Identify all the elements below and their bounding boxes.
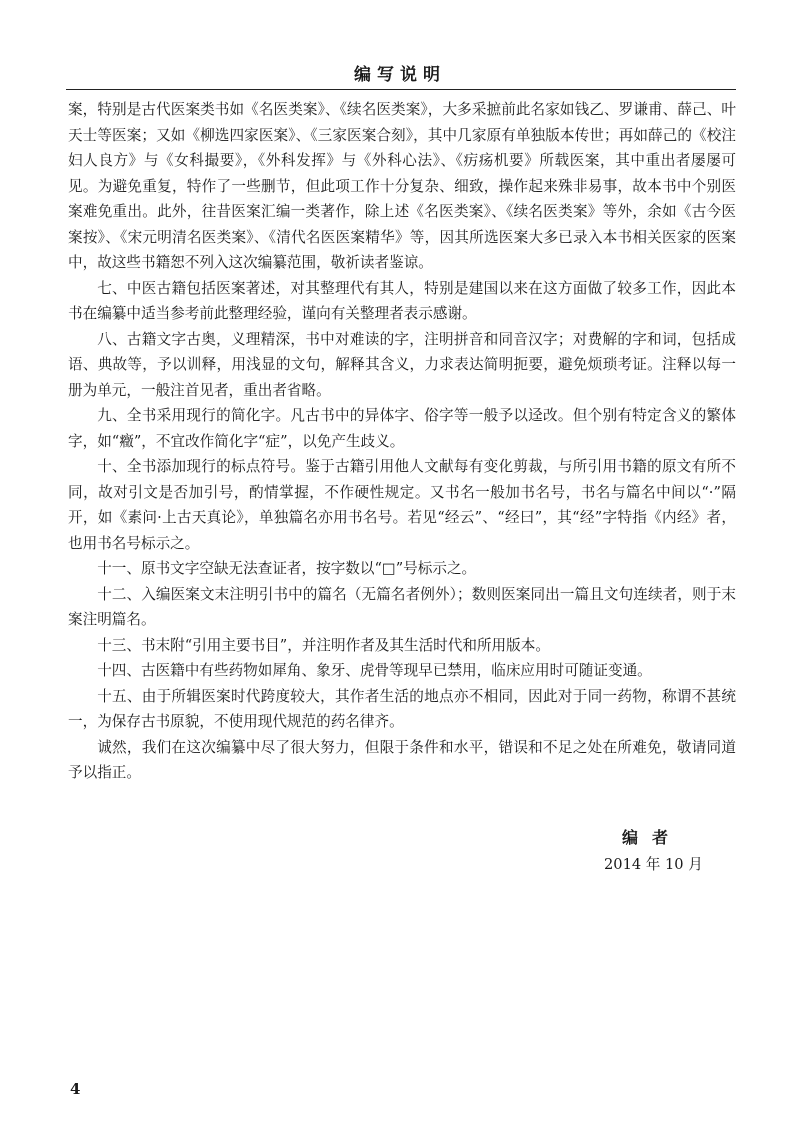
paragraph-item-14: 十四、古医籍中有些药物如犀角、象牙、虎骨等现早已禁用，临床应用时可随证变通。 — [97, 662, 652, 679]
paragraph-item-12: 十二、入编医案文末注明引书中的篇名（无篇名者例外）；数则医案同出一篇且文句连续者，则于末案注明篇名。 — [68, 585, 736, 628]
paragraph-item-15: 十五、由于所辑医案时代跨度较大，其作者生活的地点亦不相同，因此对于同一药物，称谓不甚统一，为保存古书原貌，不使用现代规范的药名律齐。 — [68, 687, 736, 730]
paragraph-item-7: 七、中医古籍包括医案著述，对其整理代有其人，特别是建国以来在这方面做了较多工作，因此本书在编纂中适当参考前此整理经验，谨向有关整理者表示感谢。 — [68, 279, 736, 322]
page-number: 4 — [70, 1080, 81, 1098]
main-text — [68, 97, 736, 786]
paragraph-item-13: 十三、书末附“引用主要书目”，并注明作者及其生活时代和所用版本。 — [97, 636, 550, 654]
paragraph-item-11: 十一、原书文字空缺无法查证者，按字数以“□”号标示之。 — [97, 560, 477, 577]
editor-signature: 编者 — [622, 828, 683, 847]
page-header-title: 编写说明 — [354, 65, 446, 85]
paragraph-item-9: 九、全书采用现行的简化字。凡古书中的异体字、俗字等一般予以迳改。但个别有特定含义的繁体字，如“癥”，不宜改作简化字“症”，以免产生歧义。 — [68, 407, 736, 450]
publication-date: 2014 年 10 月 — [604, 856, 703, 873]
paragraph-closing: 诚然，我们在这次编纂中尽了很大努力，但限于条件和水平，错误和不足之处在所难免，敬请同道予以指正。 — [68, 738, 736, 781]
paragraph-item-10: 十、全书添加现行的标点符号。鉴于古籍引用他人文献每有变化剪裁，与所引用书籍的原文有所不同，故对引文是否加引号，酌情掌握，不作硬性规定。又书名一般加书名号，书名与篇名中间以“·”隔开，如《素问·上古天真论》，单独篇名亦用书名号。若见“经云”、“经曰”，其“经”字特指《内经》者，也用书名号标示之。 — [68, 458, 736, 552]
header-divider — [66, 89, 736, 90]
paragraph-continuation: 案，特别是古代医案类书如《名医类案》、《续名医类案》，大多采摭前此名家如钱乙、罗谦甫、薛己、叶天士等医案；又如《柳选四家医案》、《三家医案合刻》，其中几家原有单独版本传世；再如薛己的《校注妇人良方》与《女科撮要》，《外科发挥》与《外科心法》、《疠疡机要》所载医案，其中重出者屡屡可见。为避免重复，特作了一些删节，但此项工作十分复杂、细致，操作起来殊非易事，故本书中个别医案难免重出。此外，往昔医案汇编一类著作，除上述《名医类案》、《续名医类案》等外，余如《古今医案按》、《宋元明清名医类案》、《清代名医医案精华》等，因其所选医案大多已录入本书相关医家的医案中，故这些书籍恕不列入这次编纂范围，敬祈读者鉴谅。 — [68, 101, 736, 271]
paragraph-item-8: 八、古籍文字古奥，义理精深，书中对难读的字，注明拼音和同音汉字；对费解的字和词，包括成语、典故等，予以训释，用浅显的文句，解释其含义，力求表达简明扼要，避免烦琐考证。注释以每一册为单元，一般注首见者，重出者省略。 — [68, 330, 736, 399]
